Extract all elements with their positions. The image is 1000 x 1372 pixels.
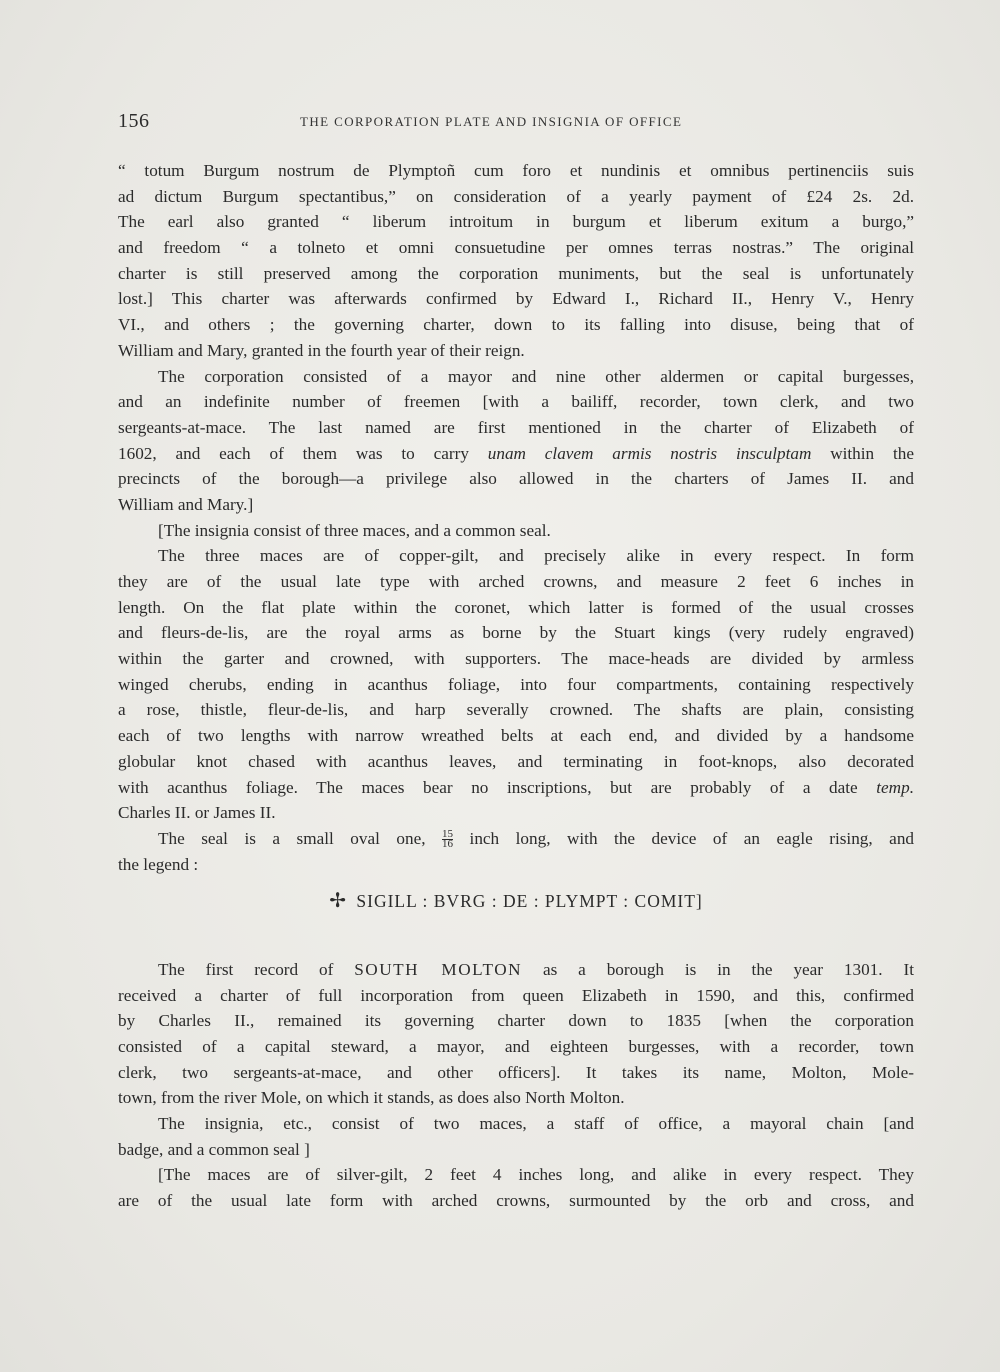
seal-legend [118,889,914,915]
text-line: The earl also granted “ liberum introitum in burgum et liberum exitum a burgo,” [118,212,914,232]
text-line: William and Mary.] [118,494,254,514]
text-line: and freedom “ a tolneto et omni consuetudine per omnes terras nostras.” The original [118,238,914,258]
text-line: precincts of the borough—a privilege also allowed in the charters of James II. and [118,469,914,489]
text-line: each of two lengths with narrow wreathed belts at each end, and divided by a handsome [118,726,914,746]
text-line: sergeants-at-mace. The last named are first mentioned in the charter of Elizabeth of [118,417,914,437]
text-line: received a charter of full incorporation from queen Elizabeth in 1590, and this, confirmed [118,985,914,1005]
text-line: they are of the usual late type with arched crowns, and measure 2 feet 6 inches in [118,572,914,591]
text-line: winged cherubs, ending in acanthus foliage, into four compartments, containing respectively [118,674,914,694]
paragraph-start-line [118,957,914,983]
paragraph-start-line: The corporation consisted of a mayor and nine other aldermen or capital burgesses, [158,366,914,386]
text-run: inch long, with the device of an eagle rising, and [453,828,915,848]
page-number: 156 [118,110,150,132]
paragraph-start-line: [The insignia consist of three maces, and a common seal. [158,520,551,540]
text-line: lost.] This charter was afterwards confirmed by Edward I., Richard II., Henry V., Henry [118,289,914,309]
paragraph-start-line: The insignia, etc., consist of two maces, a staff of office, a mayoral chain [and [158,1114,914,1134]
text-line: charter is still preserved among the corporation muniments, but the seal is unfortunately [118,263,914,283]
text-line: consisted of a capital steward, a mayor, and eighteen burgesses, with a recorder, town [118,1037,914,1056]
text-line: within the garter and crowned, with supporters. The mace-heads are divided by armless [118,649,914,669]
place-name: SOUTH MOLTON [354,959,523,979]
text-line: the legend : [118,854,199,874]
text-run: as a borough is in the year 1301. It [522,959,914,979]
text-line: town, from the river Mole, on which it stands, as does also North Molton. [118,1088,625,1108]
text-line: a rose, thistle, fleur-de-lis, and harp severally crowned. The shafts are plain, consisting [118,700,914,720]
text-line: ad dictum Burgum spectantibus,” on consideration of a yearly payment of £24 2s. 2d. [118,186,914,206]
text-line: are of the usual late form with arched crowns, surmounted by the orb and cross, and [118,1191,914,1211]
cross-icon: ✢ [329,890,348,913]
paragraph-start-line: The three maces are of copper-gilt, and precisely alike in every respect. In form [158,546,914,566]
text-line: and fleurs-de-lis, are the royal arms as borne by the Stuart kings (very rudely engraved) [118,623,914,643]
page-header [118,110,914,134]
text-line: Charles II. or James II. [118,803,276,823]
fraction-numerator: 15 [442,828,454,841]
text-run: The first record of [158,959,355,979]
seal-legend-text: SIGILL : BVRG : DE : PLYMPT : COMIT] [356,891,703,912]
body-text [118,158,914,1214]
text-line: “ totum Burgum nostrum de Plymptoñ cum foro et nundinis et omnibus pertinenciis suis [118,161,914,180]
paragraph-start-line [118,826,914,852]
fraction-denominator: 16 [442,838,454,851]
text-line: by Charles II., remained its governing charter down to 1835 [when the corporation [118,1011,914,1031]
text-line: length. On the flat plate within the coronet, which latter is formed of the usual crosses [118,597,914,617]
running-head: THE CORPORATION PLATE AND INSIGNIA OF OFFICE [300,114,683,129]
text-line: VI., and others ; the governing charter, down to its falling into disuse, being that of [118,315,914,335]
text-line [118,441,914,467]
text-line: and an indefinite number of freemen [with a bailiff, recorder, town clerk, and two [118,392,914,412]
text-run: 1602, and each of them was to carry [118,443,488,463]
text-line: clerk, two sergeants-at-mace, and other officers]. It takes its name, Molton, Mole- [118,1062,914,1082]
latin-phrase: unam clavem armis nostris insculptam [487,443,812,463]
text-line [118,775,914,801]
text-line: badge, and a common seal ] [118,1139,310,1159]
paragraph-start-line: [The maces are of silver-gilt, 2 feet 4 inches long, and alike in every respect. They [158,1165,914,1185]
fraction [442,830,453,849]
text-run: within the [811,443,914,463]
text-run: The seal is a small oval one, [158,828,443,848]
text-line: William and Mary, granted in the fourth year of their reign. [118,340,525,360]
text-run: with acanthus foliage. The maces bear no inscriptions, but are probably of a date [118,777,877,797]
latin-abbreviation: temp. [876,777,914,797]
text-line: globular knot chased with acanthus leaves, and terminating in foot-knops, also decorated [118,751,914,771]
